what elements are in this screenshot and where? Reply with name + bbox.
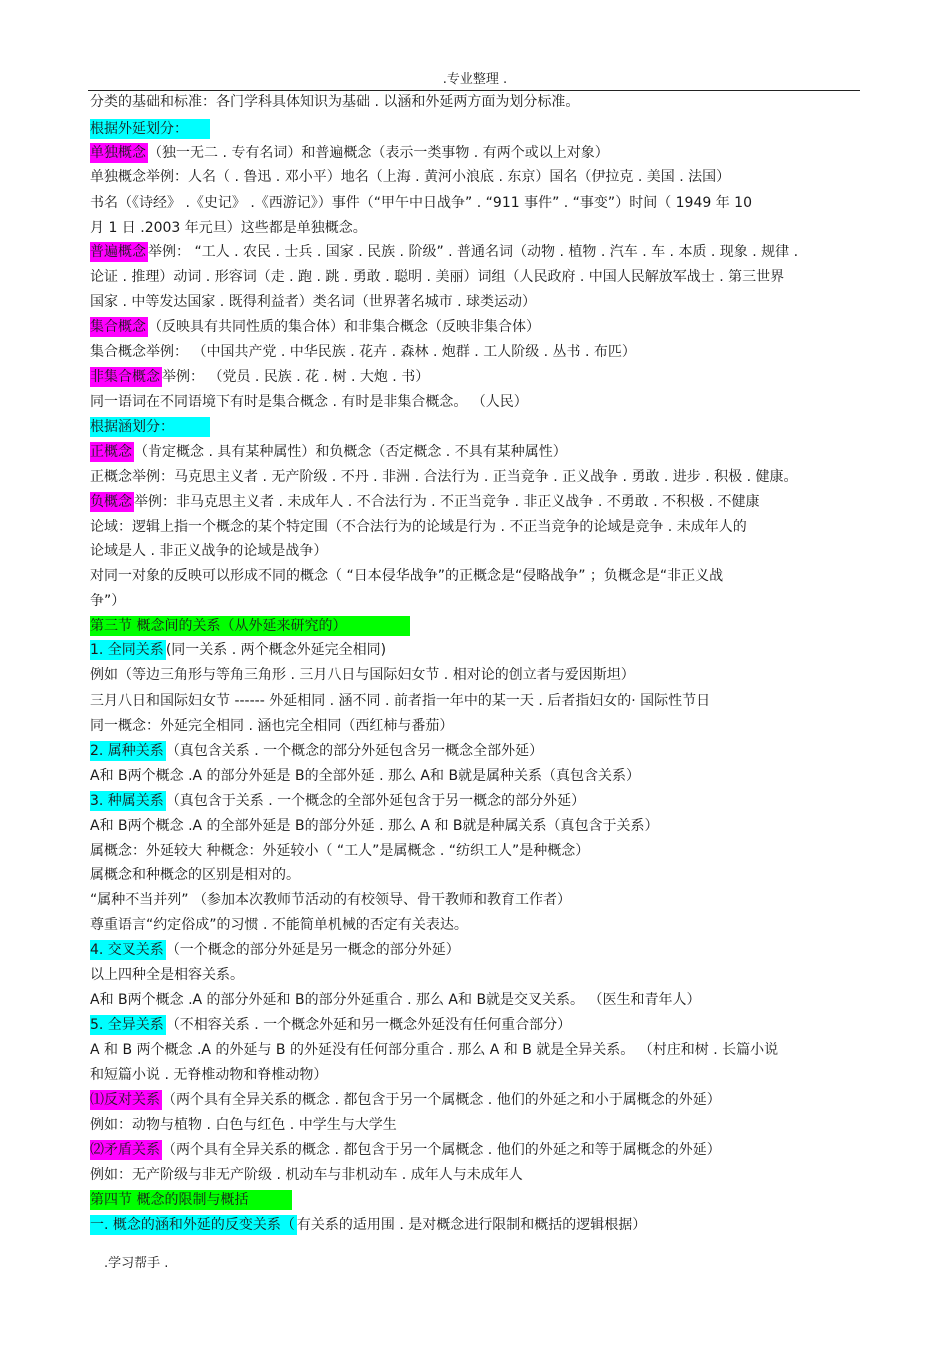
text-line	[90, 865, 300, 885]
line-text: 论域是人 . 非正义战争的论域是战争）	[90, 543, 328, 559]
line-text: （反映具有共同性质的集合体）和非集合概念（反映非集合体）	[148, 319, 540, 335]
highlighted-term: ⑵矛盾关系	[90, 1142, 160, 1158]
highlighted-term: 第四节 概念的限制与概括	[90, 1190, 292, 1210]
heading-line	[90, 640, 386, 660]
heading-line	[90, 791, 585, 811]
heading-line	[90, 317, 540, 337]
line-text: 举例：非马克思主义者 . 未成年人 . 不合法行为 . 不正当竞争 . 非正义战争 . 不勇敢 . 不积极 . 不健康	[134, 494, 760, 510]
heading-line	[90, 1140, 721, 1160]
heading-line	[90, 1015, 571, 1035]
text-line	[90, 915, 468, 935]
line-text: （一个概念的部分外延是另一概念的部分外延）	[165, 942, 460, 958]
heading-line	[90, 616, 410, 636]
highlighted-term: 负概念	[90, 494, 132, 510]
highlighted-term: 3. 种属关系	[90, 793, 164, 809]
line-text: 三月八日和国际妇女节 ------ 外延相同 . 涵不同 . 前者指一年中的某一天 . 后者指妇女的· 国际性节日	[90, 693, 711, 709]
heading-line	[90, 242, 798, 262]
line-text: 论域：逻辑上指一个概念的某个特定围（不合法行为的论域是行为 . 不正当竞争的论域是竞争 . 未成年人的	[90, 519, 747, 535]
highlighted-term: 1. 全同关系	[90, 642, 164, 658]
highlighted-term: ⑴反对关系	[90, 1092, 160, 1108]
line-text: 例如（等边三角形与等角三角形 . 三月八日与国际妇女节 . 相对论的创立者与爱因斯坦）	[90, 667, 635, 683]
text-line	[90, 890, 571, 910]
line-text: 同一语词在不同语境下有时是集合概念 . 有时是非集合概念。 （人民）	[90, 394, 528, 410]
text-line	[90, 342, 636, 362]
heading-line	[90, 1215, 646, 1235]
heading-line	[90, 417, 210, 437]
line-text: 月 1 日 .2003 年元旦）这些都是单独概念。	[90, 220, 367, 236]
line-text: 以上四种全是相容关系。	[90, 967, 244, 983]
line-text: 属概念和种概念的区别是相对的。	[90, 867, 300, 883]
line-text: (同一关系 . 两个概念外延完全相同)	[165, 642, 387, 658]
highlighted-term: 集合概念	[90, 319, 146, 335]
text-line	[90, 716, 453, 736]
text-line	[90, 167, 730, 187]
line-text: （不相容关系 . 一个概念外延和另一概念外延没有任何重合部分）	[165, 1017, 572, 1033]
heading-line	[90, 1090, 721, 1110]
highlighted-term: 非集合概念	[90, 369, 160, 385]
line-text: 举例： （党员 . 民族 . 花 . 树 . 大炮 . 书）	[162, 369, 430, 385]
heading-line	[90, 442, 567, 462]
text-line	[90, 691, 710, 711]
highlighted-term: 单独概念	[90, 145, 146, 161]
line-text: 分类的基础和标准：各门学科具体知识为基础 . 以涵和外延两方面为划分标准。	[90, 94, 580, 110]
text-line	[90, 1065, 327, 1085]
line-text: 举例： “工人 . 农民 . 士兵 . 国家 . 民族 . 阶级” . 普通名词（动物 . 植物 . 汽车 . 车 . 本质 . 现象 . 规律 .	[148, 244, 799, 260]
line-text: A 和 B 两个概念 .A 的外延与 B 的外延没有任何部分重合 . 那么 A 和 B 就是全异关系。 （村庄和树 . 长篇小说	[90, 1042, 779, 1058]
page-header: .专业整理 .	[442, 72, 508, 87]
line-text: 单独概念举例：人名（ . 鲁迅 . 邓小平）地名（上海 . 黄河小浪底 . 东京）国名（伊拉克 . 美国 . 法国）	[90, 169, 731, 185]
text-line	[90, 1115, 397, 1135]
heading-line	[90, 741, 543, 761]
text-line	[90, 591, 125, 611]
heading-line	[90, 492, 759, 512]
line-text: 和短篇小说 . 无脊椎动物和脊椎动物）	[90, 1067, 328, 1083]
line-text: 集合概念举例： （中国共产党 . 中华民族 . 花卉 . 森林 . 炮群 . 工人阶级 . 丛书 . 布匹）	[90, 344, 636, 360]
line-text: （真包含关系 . 一个概念的部分外延包含另一概念全部外延）	[165, 743, 544, 759]
text-line	[90, 517, 747, 537]
line-text: 尊重语言“约定俗成”的习惯 . 不能简单机械的否定有关表达。	[90, 917, 468, 933]
highlighted-term: 根据外延划分：	[90, 119, 210, 139]
line-text: 国家 . 中等发达国家 . 既得利益者）类名词（世界著名城市 . 球类运动）	[90, 294, 537, 310]
text-line	[90, 566, 723, 586]
line-text: A和 B两个概念 .A 的部分外延和 B的部分外延重合 . 那么 A和 B就是交叉关系。 （医生和青年人）	[90, 992, 701, 1008]
text-line	[90, 816, 659, 836]
line-text: “属种不当并列” （参加本次教师节活动的有校领导、骨干教师和教育工作者）	[90, 892, 571, 908]
line-text: （真包含于关系 . 一个概念的全部外延包含于另一概念的部分外延）	[165, 793, 586, 809]
line-text: 论证 . 推理）动词 . 形容词（走 . 跑 . 跳 . 勇敢 . 聪明 . 美丽）词组（人民政府 . 中国人民解放军战士 . 第三世界	[90, 269, 785, 285]
line-text: 正概念举例：马克思主义者 . 无产阶级 . 不丹 . 非洲 . 合法行为 . 正当竞争 . 正义战争 . 勇敢 . 进步 . 积极 . 健康。	[90, 469, 798, 485]
text-line	[90, 841, 589, 861]
line-text: 书名（《诗经》 .《史记》 .《西游记》）事件（“甲午中日战争” . “911 事件” . “事变”）时间（ 1949 年 10	[90, 195, 752, 211]
line-text: A和 B两个概念 .A 的部分外延是 B的全部外延 . 那么 A和 B就是属种关系（真包含关系）	[90, 768, 641, 784]
heading-line	[90, 119, 210, 139]
highlighted-term: 第三节 概念间的关系（从外延来研究的）	[90, 616, 410, 636]
line-text: 对同一对象的反映可以形成不同的概念（ “日本侵华战争”的正概念是“侵略战争” ；负概念是“非正义战	[90, 568, 724, 584]
line-text: 有关系的适用围 . 是对概念进行限制和概括的逻辑根据）	[296, 1217, 647, 1233]
line-text: （独一无二 . 专有名词）和普遍概念（表示一类事物 . 有两个或以上对象）	[148, 145, 609, 161]
line-text: 属概念：外延较大 种概念：外延较小（ “工人”是属概念 . “纺织工人”是种概念）	[90, 843, 590, 859]
text-line	[90, 1040, 778, 1060]
text-line	[90, 665, 635, 685]
page-footer: .学习帮手 .	[104, 1256, 169, 1271]
text-line	[90, 218, 367, 238]
highlighted-term: 4. 交叉关系	[90, 942, 164, 958]
heading-line	[90, 1190, 292, 1210]
text-line	[90, 965, 244, 985]
text-line	[90, 267, 784, 287]
highlighted-term: 一. 概念的涵和外延的反变关系（	[90, 1217, 295, 1233]
text-line	[90, 990, 701, 1010]
text-line	[90, 292, 536, 312]
highlighted-term: 普遍概念	[90, 244, 146, 260]
line-text: A和 B两个概念 .A 的全部外延是 B的部分外延 . 那么 A 和 B就是种属关系（真包含于关系）	[90, 818, 659, 834]
line-text: （肯定概念 . 具有某种属性）和负概念（否定概念 . 不具有某种属性）	[134, 444, 567, 460]
text-line	[90, 541, 327, 561]
header-rule	[88, 90, 860, 91]
text-line	[90, 193, 752, 213]
line-text: 争”）	[90, 593, 126, 609]
highlighted-term: 2. 属种关系	[90, 743, 164, 759]
heading-line	[90, 367, 429, 387]
highlighted-term: 5. 全异关系	[90, 1017, 164, 1033]
heading-line	[90, 940, 460, 960]
text-line	[90, 467, 798, 487]
line-text: （两个具有全异关系的概念 . 都包含于另一个属概念 . 他们的外延之和等于属概念的外延）	[162, 1142, 721, 1158]
line-text: 同一概念：外延完全相同 . 涵也完全相同（西红柿与番茄）	[90, 718, 454, 734]
text-line	[90, 392, 528, 412]
line-text: 例如：动物与植物 . 白色与红色 . 中学生与大学生	[90, 1117, 397, 1133]
highlighted-term: 正概念	[90, 444, 132, 460]
text-line	[90, 1165, 523, 1185]
text-line	[90, 766, 640, 786]
line-text: （两个具有全异关系的概念 . 都包含于另一个属概念 . 他们的外延之和小于属概念的外延）	[162, 1092, 721, 1108]
heading-line	[90, 143, 609, 163]
text-line	[90, 92, 579, 112]
line-text: 例如：无产阶级与非无产阶级 . 机动车与非机动车 . 成年人与未成年人	[90, 1167, 523, 1183]
highlighted-term: 根据涵划分：	[90, 417, 210, 437]
